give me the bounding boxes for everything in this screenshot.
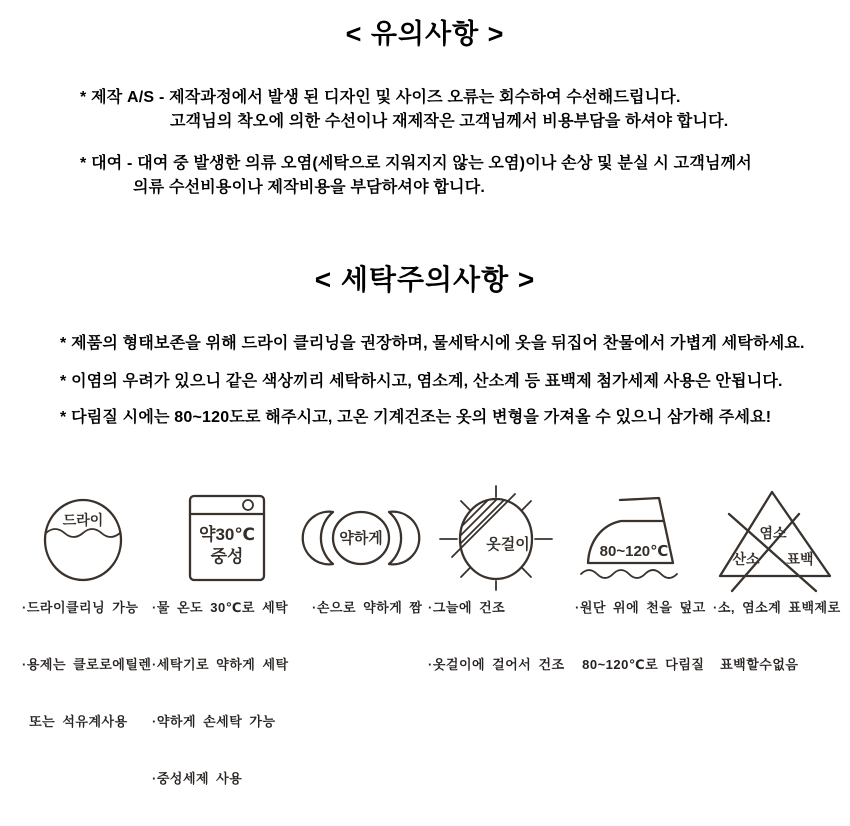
machine-wash-detergent-label: 중성 [210, 547, 244, 566]
caption-line: ·중성세제 사용 [152, 771, 243, 786]
laundry-section-title: < 세탁주의사항 > [314, 264, 536, 295]
caption-iron [575, 560, 706, 712]
shade-dry-label: 옷걸이 [486, 536, 530, 553]
caption-line: ·물 온도 30℃로 세탁 [152, 600, 289, 615]
machine-wash-temp-label: 약30℃ [199, 525, 255, 544]
notice-item-1-line-2: 고객님의 착오에 의한 수선이나 재제작은 고객님께서 비용부담을 하셔야 합니다. [170, 113, 729, 130]
caption-machine-wash [152, 560, 289, 826]
caption-line: ·소, 염소계 표백제로 [713, 600, 841, 615]
notice-item-2-line-1: * 대여 - 대여 중 발생한 의류 오염(세탁으로 지워지지 않는 오염)이나 손상 및 분실 시 고객님께서 [80, 155, 752, 172]
caption-line: ·그늘에 건조 [428, 600, 506, 615]
caption-line: ·손으로 약하게 짬 [312, 600, 423, 615]
no-bleach-label-oxygen: 산소 [732, 551, 760, 567]
notice-item-2-line-2: 의류 수선비용이나 제작비용을 부담하셔야 합니다. [133, 179, 486, 196]
laundry-bullet-2: * 이염의 우려가 있으니 같은 색상끼리 세탁하시고, 염소계, 산소계 등 표백제 첨가세제 사용은 안됩니다. [60, 373, 783, 390]
no-bleach-label-bleach: 표백 [786, 551, 814, 567]
caption-line: ·드라이클리닝 가능 [22, 600, 139, 615]
caption-line: 또는 석유계사용 [22, 714, 128, 729]
wring-label: 약하게 [339, 530, 383, 547]
caption-line: 80~120℃로 다림질 [575, 657, 705, 672]
no-bleach-label-chlorine: 염소 [759, 525, 787, 541]
caption-line: ·약하게 손세탁 가능 [152, 714, 276, 729]
caption-line: ·용제는 클로로에틸렌 [22, 657, 152, 672]
caption-wring [312, 560, 422, 655]
notice-section-title: < 유의사항 > [345, 19, 505, 49]
iron-temp-label: 80~120℃ [599, 543, 669, 560]
dry-cleaning-label: 드라이 [62, 512, 104, 528]
caption-shade-dry [428, 560, 565, 712]
laundry-bullet-1: * 제품의 형태보존을 위해 드라이 클리닝을 권장하며, 물세탁시에 옷을 뒤집어 찬물에서 가볍게 세탁하세요. [60, 335, 805, 352]
laundry-bullet-3: * 다림질 시에는 80~120도로 해주시고, 고온 기계건조는 옷의 변형을 가져올 수 있으니 삼가해 주세요! [60, 409, 772, 426]
caption-no-bleach [713, 560, 841, 712]
caption-line: 표백할수없음 [713, 657, 799, 672]
notice-item-1-line-1: * 제작 A/S - 제작과정에서 발생 된 디자인 및 사이즈 오류는 회수하여 수선해드립니다. [80, 89, 681, 106]
caption-line: ·옷걸이에 걸어서 건조 [428, 657, 565, 672]
caption-line: ·원단 위에 천을 덮고 [575, 600, 706, 615]
caption-dry-cleaning [22, 560, 151, 769]
caption-line: ·세탁기로 약하게 세탁 [152, 657, 289, 672]
